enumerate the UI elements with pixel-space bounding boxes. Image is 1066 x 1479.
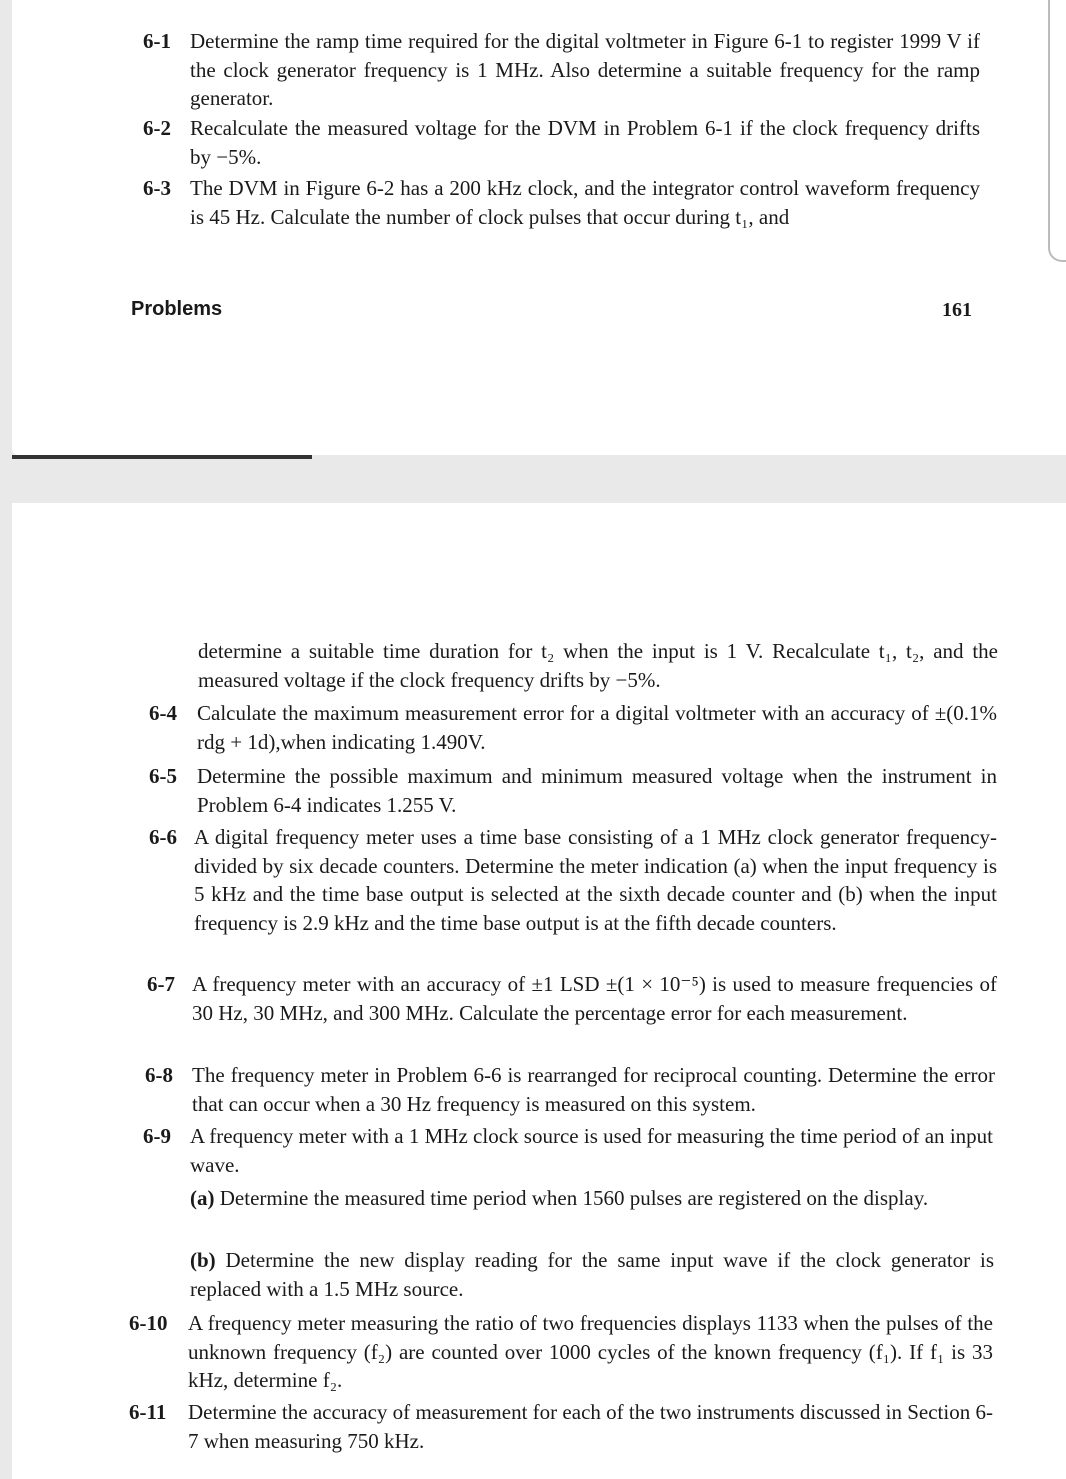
problem-text: Determine the ramp time required for the digital voltmeter in Figure 6-1 to register 1999 V if the clock generator frequency is 1 MHz. Also determine a suitable frequency for the ramp generator. [190,29,980,110]
problem-number: 6-5 [149,764,177,788]
page-divider [12,455,312,459]
problem-number: 6-6 [149,825,177,849]
sub-item-text: Determine the new display reading for the same input wave if the clock generator is replaced with a 1.5 MHz source. [190,1248,994,1301]
problem-number: 6-9 [143,1124,171,1148]
problem-text: A frequency meter measuring the ratio of two frequencies displays 1133 when the pulses of the unknown frequency (f₂) are counted over 1000 cycles of the known frequency (f₁). If f₁ is 33 kHz, determine f₂. [188,1311,993,1392]
problem-text: Calculate the maximum measurement error for a digital voltmeter with an accuracy of ±(0.1% rdg + 1d),when indicating 1.490V. [197,701,997,754]
running-footer-title: Problems [131,298,223,320]
problem-text: A frequency meter with an accuracy of ±1 LSD ±(1 × 10⁻⁵) is used to measure frequencies of 30 Hz, 30 MHz, and 300 MHz. Calculate the percentage error for each measurement. [192,972,997,1025]
problem-number: 6-2 [143,116,171,140]
problem-text: A digital frequency meter uses a time base consisting of a 1 MHz clock generator frequency-divided by six decade counters. Determine the meter indication (a) when the input frequency is 5 kHz and the time base output is selected at the sixth decade counter and (b) when the input frequency is 2.9 kHz and the time base output is at the fifth decade counters. [194,825,997,935]
sub-item-text: Determine the measured time period when 1560 pulses are registered on the display. [219,1186,929,1210]
problem-text: The DVM in Figure 6-2 has a 200 kHz clock, and the integrator control waveform frequency is 45 Hz. Calculate the number of clock pulses that occur during t₁, and [190,176,980,229]
problem-number: 6-7 [147,972,175,996]
problem-number: 6-8 [145,1063,173,1087]
problem-text: Recalculate the measured voltage for the DVM in Problem 6-1 if the clock frequency drifts by −5%. [190,116,980,169]
problem-number: 6-1 [143,29,171,53]
page-curl [1048,0,1066,262]
sub-item-b [190,1246,994,1303]
sub-item-label: (b) [190,1248,216,1272]
continuation-text: determine a suitable time duration for t₂ when the input is 1 V. Recalculate t₁, t₂, and the measured voltage if the clock frequency drifts by −5%. [198,639,998,692]
page-top [12,0,1066,455]
page-bottom [12,503,1066,1479]
problem-text: The frequency meter in Problem 6-6 is rearranged for reciprocal counting. Determine the error that can occur when a 30 Hz frequency is measured on this system. [192,1063,995,1116]
problem-number: 6-4 [149,701,177,725]
problem-number: 6-10 [129,1311,168,1335]
sub-item-label: (a) [190,1186,215,1210]
problem-number: 6-11 [129,1400,167,1424]
sub-item-a [190,1184,994,1213]
problem-text: Determine the possible maximum and minimum measured voltage when the instrument in Problem 6-4 indicates 1.255 V. [197,764,997,817]
problem-number: 6-3 [143,176,171,200]
problem-text: A frequency meter with a 1 MHz clock source is used for measuring the time period of an input wave. [190,1124,993,1177]
problem-text: Determine the accuracy of measurement for each of the two instruments discussed in Section 6-7 when measuring 750 kHz. [188,1400,993,1453]
page-number: 161 [942,299,972,321]
